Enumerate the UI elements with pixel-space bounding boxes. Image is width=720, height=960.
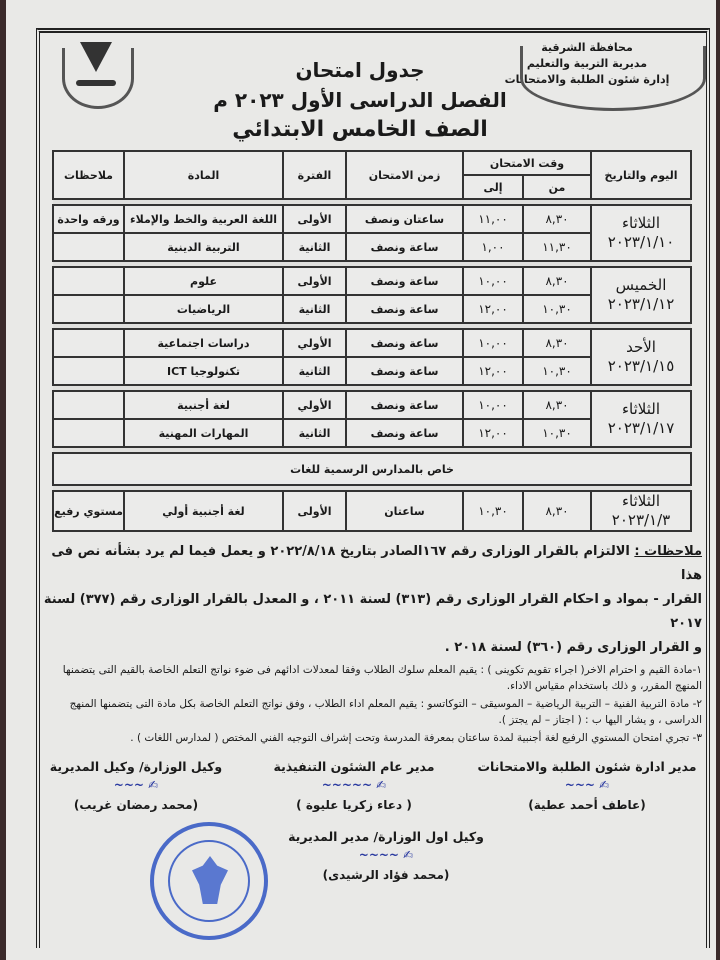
notes-line-1 bbox=[36, 540, 702, 588]
exam-period: الأولى bbox=[283, 491, 346, 531]
to-time: ١١,٠٠ bbox=[463, 205, 523, 233]
day-date-cell bbox=[591, 491, 691, 531]
to-time: ١٠,٠٠ bbox=[463, 329, 523, 357]
signatures-row bbox=[36, 758, 702, 814]
org-line: محافظة الشرقية bbox=[541, 41, 633, 54]
signature-name: (عاطف أحمد عطية) bbox=[528, 798, 646, 812]
day-date-cell bbox=[591, 391, 691, 447]
to-time: ١٢,٠٠ bbox=[463, 357, 523, 385]
signature-block bbox=[472, 758, 702, 814]
day-name: الخميس bbox=[615, 276, 667, 294]
subject: اللغة العربية والخط والإملاء bbox=[124, 205, 283, 233]
page-title: جدول امتحان bbox=[295, 58, 425, 82]
signature-role: وكيل الوزارة/ وكيل المديرية bbox=[49, 759, 223, 774]
exam-period: الأولي bbox=[283, 391, 346, 419]
day-date-cell bbox=[591, 329, 691, 385]
subject: لغة أجنبية أولي bbox=[124, 491, 283, 531]
notes-line-2: القرار - بمواد و احكام القرار الوزارى رقم (٣١٣) لسنة ٢٠١١ ، و المعدل بالقرار الوزارى رقم (٣٧٧) لسنة ٢٠١٧ bbox=[43, 592, 702, 631]
from-time: ١١,٣٠ bbox=[523, 233, 591, 261]
exam-duration: ساعة ونصف bbox=[346, 295, 463, 323]
subject: دراسات اجتماعية bbox=[124, 329, 283, 357]
subject: علوم bbox=[124, 267, 283, 295]
subject: التربية الدينية bbox=[124, 233, 283, 261]
from-time: ١٠,٣٠ bbox=[523, 357, 591, 385]
exam-duration: ساعة ونصف bbox=[346, 267, 463, 295]
day-name: الثلاثاء bbox=[622, 400, 661, 418]
signature-block bbox=[276, 828, 496, 884]
exam-schedule-table bbox=[52, 150, 692, 532]
header-subject: المادة bbox=[124, 151, 283, 199]
to-time: ١٠,٠٠ bbox=[463, 391, 523, 419]
exam-date: ٢٠٢٣/١/١٢ bbox=[607, 295, 675, 313]
header-duration: زمن الامتحان bbox=[346, 151, 463, 199]
exam-period: الثانية bbox=[283, 233, 346, 261]
special-section-row bbox=[53, 453, 691, 485]
header-from: من bbox=[523, 175, 591, 199]
special-section-label: خاص بالمدارس الرسمية للغات bbox=[53, 453, 691, 485]
org-line: إدارة شئون الطلبة والامتحانات bbox=[504, 73, 670, 86]
table-row bbox=[53, 391, 691, 419]
to-time: ١٢,٠٠ bbox=[463, 295, 523, 323]
from-time: ٨,٣٠ bbox=[523, 267, 591, 295]
exam-duration: ساعتان ونصف bbox=[346, 205, 463, 233]
signature-scribble: ✍ ~~~~ bbox=[358, 848, 414, 862]
signature-name: ( دعاء زكريا عليوة ) bbox=[296, 798, 412, 812]
subject: الرياضيات bbox=[124, 295, 283, 323]
notes-cell bbox=[53, 295, 124, 323]
signature-block bbox=[254, 758, 454, 814]
header-period: الفترة bbox=[283, 151, 346, 199]
notes-cell: مستوي رفيع bbox=[53, 491, 124, 531]
note-item-3: ٣- تجري امتحان المستوي الرفيع لغة أجنبية لمدة ساعتان بمعرفة المدرسة وتحت إشراف التوجيه الفني المختص ( لمدارس اللغات ) . bbox=[130, 732, 702, 744]
official-stamp bbox=[150, 822, 268, 940]
day-name: الأحد bbox=[626, 338, 656, 356]
subject: المهارات المهنية bbox=[124, 419, 283, 447]
exam-duration: ساعة ونصف bbox=[346, 329, 463, 357]
exam-date: ٢٠٢٣/١/١٧ bbox=[607, 419, 675, 437]
final-signature-row bbox=[36, 822, 702, 952]
to-time: ١,٠٠ bbox=[463, 233, 523, 261]
exam-duration: ساعتان bbox=[346, 491, 463, 531]
notes-text: الالتزام بالقرار الوزارى رقم ١٦٧الصادر بتاريخ ٢٠٢٢/٨/١٨ و يعمل فيما لم يرد بشأنه نص فى هذا bbox=[51, 544, 702, 583]
exam-duration: ساعة ونصف bbox=[346, 391, 463, 419]
from-time: ١٠,٣٠ bbox=[523, 295, 591, 323]
table-row bbox=[53, 267, 691, 295]
notes-cell bbox=[53, 419, 124, 447]
to-time: ١٢,٠٠ bbox=[463, 419, 523, 447]
from-time: ٨,٣٠ bbox=[523, 391, 591, 419]
from-time: ٨,٣٠ bbox=[523, 205, 591, 233]
note-item-1: ١-مادة القيم و احترام الاخر( اجراء تقويم تكوينى ) : يقيم المعلم سلوك الطلاب وفقا لمعدلات ادائهم فى ضوء نواتج التعلم الخاصة بالقيم التى يتضمنها المنهج المقرر، و ذلك باستخدام مقياس الاداء. bbox=[62, 664, 702, 692]
day-date-cell bbox=[591, 267, 691, 323]
exam-period: الأولي bbox=[283, 329, 346, 357]
notes-line-3: و القرار الوزارى رقم (٣٦٠) لسنة ٢٠١٨ . bbox=[444, 640, 702, 655]
signature-role: مدير عام الشئون التنفيذية bbox=[273, 759, 435, 774]
header-time: وقت الامتحان bbox=[463, 151, 591, 175]
day-name: الثلاثاء bbox=[622, 492, 661, 510]
subject: تكنولوجيا ICT bbox=[124, 357, 283, 385]
notes-cell bbox=[53, 329, 124, 357]
signature-scribble: ✍ ~~~~~ bbox=[321, 778, 387, 792]
table-row bbox=[53, 329, 691, 357]
exam-period: الثانية bbox=[283, 419, 346, 447]
day-date-cell bbox=[591, 205, 691, 261]
note-item-2: ٢- مادة التربية الفنية – التربية الرياضية – الموسيقى – التوكاتسو : يقيم المعلم اداء الطلاب ، وفق نواتج التعلم الخاصة بكل مادة التى يتضمنها المنهج الدراسى ، و يشار اليها ب : ( اجتاز – لم يجتز ). bbox=[69, 698, 702, 726]
eagle-icon bbox=[192, 856, 228, 904]
notes-cell bbox=[53, 267, 124, 295]
exam-duration: ساعة ونصف bbox=[346, 233, 463, 261]
signature-role: وكيل اول الوزارة/ مدير المديرية bbox=[288, 829, 484, 844]
notes-cell bbox=[53, 391, 124, 419]
to-time: ١٠,٣٠ bbox=[463, 491, 523, 531]
notes-label: ملاحظات : bbox=[634, 544, 702, 559]
exam-period: الثانية bbox=[283, 295, 346, 323]
signature-block bbox=[36, 758, 236, 814]
to-time: ١٠,٠٠ bbox=[463, 267, 523, 295]
signature-role: مدير ادارة شئون الطلبة والامتحانات bbox=[477, 759, 697, 774]
from-time: ١٠,٣٠ bbox=[523, 419, 591, 447]
exam-date: ٢٠٢٣/١/٣ bbox=[611, 511, 671, 529]
header-day: اليوم والتاريخ bbox=[591, 151, 691, 199]
term-title: الفصل الدراسى الأول ٢٠٢٣ م bbox=[213, 88, 507, 112]
notes-cell bbox=[53, 357, 124, 385]
notes-cell: ورقه واحدة bbox=[53, 205, 124, 233]
table-row bbox=[53, 205, 691, 233]
signature-scribble: ✍ ~~~ bbox=[564, 778, 610, 792]
grade-title: الصف الخامس الابتدائي bbox=[232, 117, 488, 142]
exam-date: ٢٠٢٣/١/١٥ bbox=[607, 357, 675, 375]
signature-name: (محمد رمضان غريب) bbox=[73, 798, 199, 812]
header-notes: ملاحظات bbox=[53, 151, 124, 199]
document-body bbox=[36, 150, 702, 952]
exam-duration: ساعة ونصف bbox=[346, 357, 463, 385]
from-time: ٨,٣٠ bbox=[523, 329, 591, 357]
exam-duration: ساعة ونصف bbox=[346, 419, 463, 447]
table-row bbox=[53, 491, 691, 531]
org-line: مديرية التربية والتعليم bbox=[526, 57, 648, 70]
exam-period: الثانية bbox=[283, 357, 346, 385]
from-time: ٨,٣٠ bbox=[523, 491, 591, 531]
exam-date: ٢٠٢٣/١/١٠ bbox=[607, 233, 675, 251]
exam-period: الأولى bbox=[283, 267, 346, 295]
subject: لغة أجنبية bbox=[124, 391, 283, 419]
exam-period: الأولى bbox=[283, 205, 346, 233]
signature-scribble: ✍ ~~~ bbox=[113, 778, 159, 792]
day-name: الثلاثاء bbox=[622, 214, 661, 232]
signature-name: (محمد فؤاد الرشيدى) bbox=[322, 868, 450, 882]
header-to: إلى bbox=[463, 175, 523, 199]
notes-cell bbox=[53, 233, 124, 261]
